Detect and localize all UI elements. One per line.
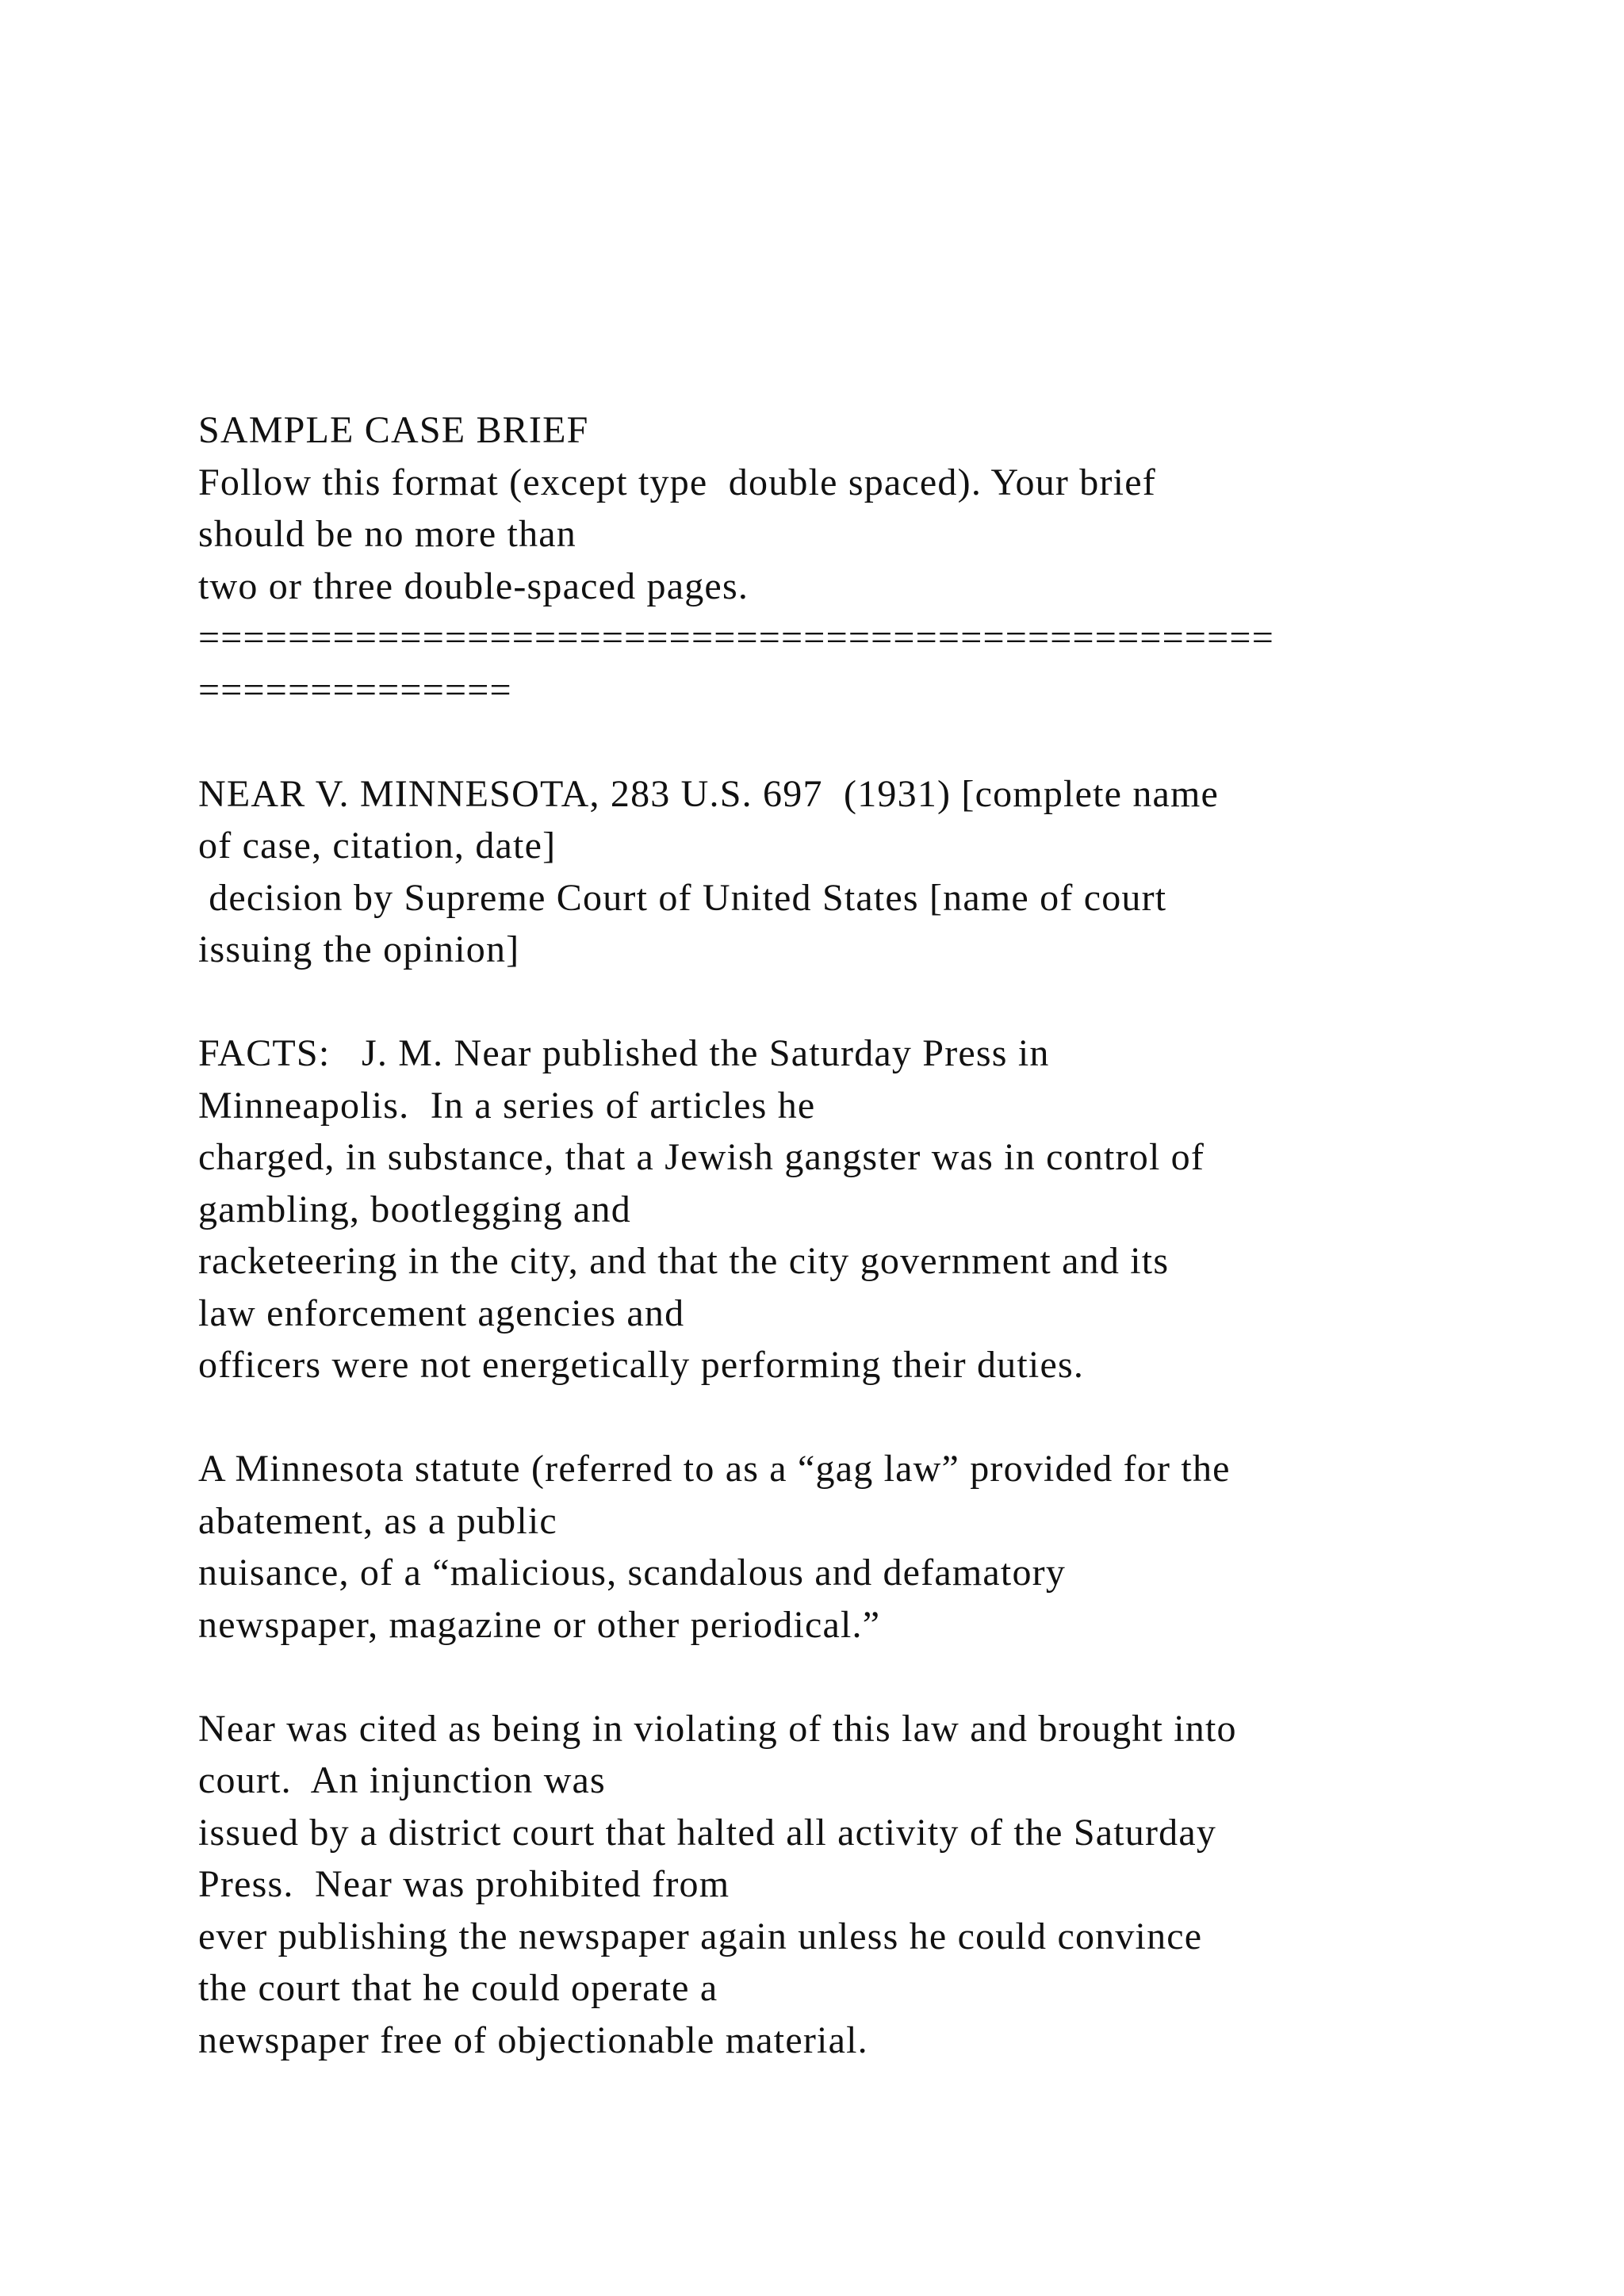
- facts-line: law enforcement agencies and: [198, 1292, 685, 1334]
- citation-line: Press. Near was prohibited from: [198, 1863, 730, 1905]
- paragraph-spacer: [198, 1651, 1507, 1703]
- statute-line: nuisance, of a “malicious, scandalous and defamatory: [198, 1552, 1067, 1594]
- facts-line: gambling, bootlegging and: [198, 1188, 631, 1230]
- paragraph-spacer: [198, 1391, 1507, 1444]
- statute-line: abatement, as a public: [198, 1499, 557, 1542]
- citation-line: issued by a district court that halted all activity of the Saturday: [198, 1811, 1217, 1854]
- facts-line: charged, in substance, that a Jewish gangster was in control of: [198, 1136, 1205, 1178]
- case-heading-line: issuing the opinion]: [198, 928, 520, 970]
- facts-line: racketeering in the city, and that the city government and its: [198, 1240, 1170, 1282]
- citation-line: court. An injunction was: [198, 1759, 606, 1801]
- facts-line: Minneapolis. In a series of articles he: [198, 1084, 816, 1127]
- statute-line: A Minnesota statute (referred to as a “gag law” provided for the: [198, 1448, 1231, 1490]
- instruction-line: two or three double-spaced pages.: [198, 564, 749, 607]
- citation-line: the court that he could operate a: [198, 1967, 718, 2009]
- instruction-line: should be no more than: [198, 513, 576, 555]
- paragraph-spacer: [198, 976, 1507, 1028]
- document-body: [198, 404, 1507, 2066]
- paragraph-spacer: [198, 716, 1507, 768]
- statute-line: newspaper, magazine or other periodical.”: [198, 1603, 881, 1646]
- case-heading-line: NEAR V. MINNESOTA, 283 U.S. 697 (1931) [complete name: [198, 772, 1220, 815]
- case-heading-line: decision by Supreme Court of United States [name of court: [198, 876, 1167, 919]
- divider-line: ================================================: [198, 617, 1274, 659]
- document-title: SAMPLE CASE BRIEF: [198, 409, 589, 451]
- citation-line: ever publishing the newspaper again unless he could convince: [198, 1915, 1203, 1957]
- citation-line: Near was cited as being in violating of this law and brought into: [198, 1707, 1237, 1750]
- divider-line: ==============: [198, 668, 512, 711]
- citation-line: newspaper free of objectionable material.: [198, 2019, 868, 2061]
- case-heading-line: of case, citation, date]: [198, 825, 557, 867]
- facts-line: officers were not energetically performing their duties.: [198, 1344, 1085, 1386]
- instruction-line: Follow this format (except type double spaced). Your brief: [198, 461, 1156, 503]
- facts-line: FACTS: J. M. Near published the Saturday Press in: [198, 1032, 1050, 1074]
